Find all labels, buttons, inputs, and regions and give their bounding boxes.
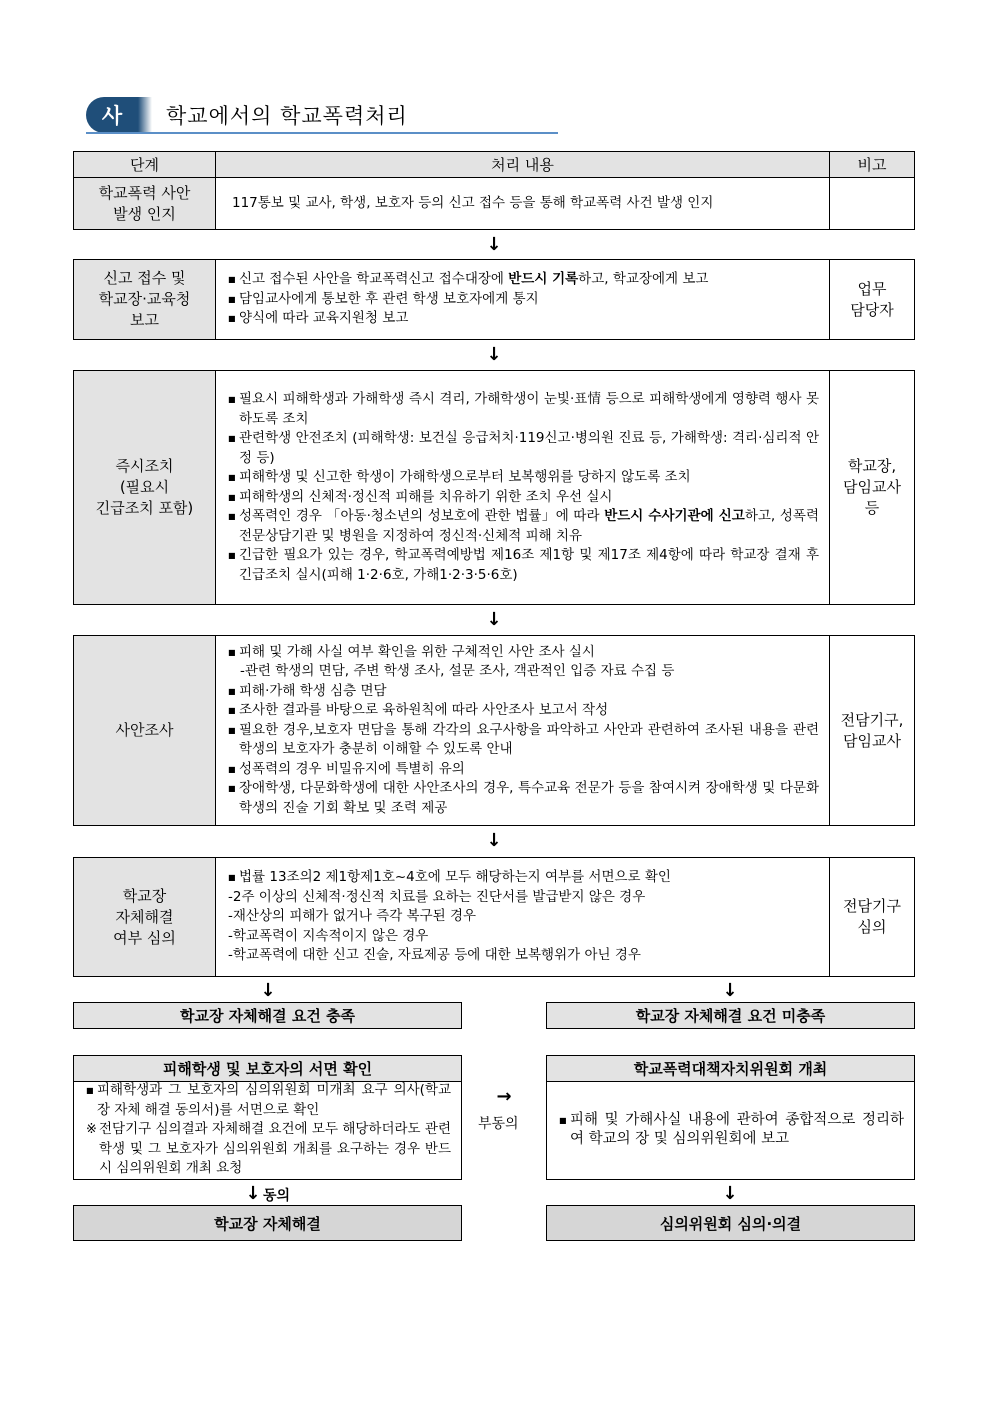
bullet-subitem: -관련 학생의 면담, 주변 학생 조사, 설문 조사, 객관적인 입증 자료 수집 등: [240, 663, 675, 680]
final-school-resolution: 학교장 자체해결: [73, 1205, 462, 1241]
stage-line: 학교장: [122, 886, 167, 905]
note-cell-investigation: [829, 635, 915, 826]
bullet-item: ■ 관련학생 안전조치 (피해학생: 보건실 응급처치·119신고·병의원 진료 등, 가해학생: 격리·심리적 안정 등): [228, 429, 819, 468]
down-arrow-icon: ↓: [486, 609, 502, 630]
down-arrow-icon: ↓: [245, 1183, 261, 1204]
note-cell-immediate: [829, 370, 915, 605]
section-badge-tail: [138, 97, 152, 133]
agree-label: 동의: [263, 1188, 291, 1204]
note-cell-recognition: [829, 177, 915, 230]
stage-line: 보고: [130, 311, 159, 329]
bullet-item: ■ 법률 13조의2 제1항제1호~4호에 모두 해당하는지 여부를 서면으로 확인: [228, 868, 819, 888]
header-note: 비고: [829, 151, 915, 178]
bullet-item: ■ 필요한 경우,보호자 면담을 통해 각각의 요구사항을 파악하고 사안과 관련하여 조사된 내용을 관련 학생의 보호자가 충분히 이해할 수 있도록 안내: [228, 721, 819, 760]
down-arrow-icon: ↓: [486, 830, 502, 851]
stage-cell-investigation: [73, 635, 216, 826]
stage-cell-immediate: [73, 370, 216, 605]
down-arrow-icon: ↓: [260, 980, 276, 1001]
content-cell-immediate: [215, 370, 830, 605]
bullet-item: ■ 피해학생과 그 보호자의 심의위원회 미개최 요구 의사(학교장 자체 해결 동의서)를 서면으로 확인: [86, 1081, 451, 1120]
bullet-item: ■ 피해·가해 학생 심층 면담: [228, 682, 819, 702]
bullet-item: ■ 피해학생 및 신고한 학생이 가해학생으로부터 보복행위를 당하지 않도록 조치: [228, 468, 819, 488]
outcome-unsatisfied: 학교장 자체해결 요건 미충족: [546, 1002, 915, 1029]
down-arrow-icon: ↓: [722, 1183, 738, 1204]
committee-meeting-body: [546, 1081, 915, 1180]
bullet-item: ■ 신고 접수된 사안을 학교폭력신고 접수대장에 반드시 기록하고, 학교장에게 보고: [228, 270, 819, 290]
bullet-item: ■ 장애학생, 다문화학생에 대한 사안조사의 경우, 특수교육 전문가 등을 참여시켜 장애학생 및 다문화학생의 진술 기회 확보 및 조력 제공: [228, 779, 819, 818]
bullet-item: ■ 필요시 피해학생과 가해학생 즉시 격리, 가해학생이 눈빛·표情 등으로 피해학생에게 영향력 행사 못하도록 조치: [228, 390, 819, 429]
header-stage: 단계: [73, 151, 216, 178]
disagree-label: 부동의: [478, 1116, 519, 1132]
stage-line: 신고 접수 및: [103, 269, 186, 287]
content-cell-recognition: [215, 177, 830, 230]
written-confirmation-body: [73, 1081, 462, 1180]
right-arrow-icon: →: [496, 1086, 512, 1107]
condition-item: -학교폭력이 지속적이지 않은 경우: [228, 927, 429, 944]
down-arrow-icon: ↓: [722, 980, 738, 1001]
content-cell-investigation: [215, 635, 830, 826]
stage-line: (필요시: [119, 478, 170, 496]
bullet-item: ■ 담임교사에게 통보한 후 관련 학생 보호자에게 통지: [228, 290, 819, 310]
bullet-item: ■ 성폭력의 경우 비밀유지에 특별히 유의: [228, 760, 819, 780]
note-line: 전담기구,: [840, 710, 904, 729]
down-arrow-icon: ↓: [486, 234, 502, 255]
reference-note: ※ 전담기구 심의결과 자체해결 요건에 모두 해당하더라도 관련학생 및 그 보호자가 심의위원회 개최를 요구하는 경우 반드시 심의위원회 개최 요청: [86, 1120, 451, 1179]
condition-item: -학교폭력에 대한 신고 진술, 자료제공 등에 대한 보복행위가 아닌 경우: [228, 947, 641, 964]
section-title: 학교에서의 학교폭력처리: [166, 104, 408, 128]
content-cell-review: [215, 857, 830, 977]
condition-item: -재산상의 피해가 없거나 즉각 복구된 경우: [228, 908, 477, 925]
note-line: 담임교사: [843, 731, 901, 750]
bullet-item: ■ 조사한 결과를 바탕으로 육하원칙에 따라 사안조사 보고서 작성: [228, 701, 819, 721]
stage-cell-recognition: [73, 177, 216, 230]
note-cell-report: [829, 259, 915, 340]
note-line: 담임교사: [843, 478, 901, 496]
bullet-item: ■ 피해학생의 신체적·정신적 피해를 치유하기 위한 조치 우선 실시: [228, 488, 819, 508]
stage-line: 학교폭력 사안: [98, 183, 191, 202]
bullet-item: ■ 양식에 따라 교육지원청 보고: [228, 309, 819, 329]
bullet-item: ■ 성폭력인 경우 「아동·청소년의 성보호에 관한 법률」에 따라 반드시 수사기관에 신고하고, 성폭력 전문상담기관 및 병원을 지정하여 정신적·신체적 피해 치유: [228, 507, 819, 546]
stage-line: 여부 심의: [113, 928, 176, 947]
section-underline: [86, 132, 558, 134]
section-badge: 사: [86, 97, 138, 133]
condition-item: -2주 이상의 신체적·정신적 치료를 요하는 진단서를 발급받지 않은 경우: [228, 888, 646, 905]
note-line: 학교장,: [847, 457, 897, 475]
stage-line: 발생 인지: [113, 204, 176, 223]
committee-meeting-title: 학교폭력대책자치위원회 개최: [546, 1055, 915, 1082]
stage-line: 자체해결: [115, 907, 174, 926]
content-text: 117통보 및 교사, 학생, 보호자 등의 신고 접수 등을 통해 학교폭력 사건 발생 인지: [232, 194, 714, 211]
stage-line: 사안조사: [115, 721, 174, 739]
outcome-satisfied: 학교장 자체해결 요건 충족: [73, 1002, 462, 1029]
note-line: 업무: [857, 279, 887, 298]
note-cell-review: [829, 857, 915, 977]
stage-cell-review: [73, 857, 216, 977]
note-line: 전담기구: [843, 897, 901, 915]
stage-line: 즉시조치: [115, 457, 174, 475]
content-cell-report: [215, 259, 830, 340]
down-arrow-icon: ↓: [486, 344, 502, 365]
stage-line: 긴급조치 포함): [95, 499, 194, 517]
note-line: 담당자: [850, 300, 894, 319]
note-line: 등: [864, 499, 880, 517]
stage-line: 학교장·교육청: [98, 290, 191, 308]
bullet-item: ■ 피해 및 가해 사실 여부 확인을 위한 구체적인 사안 조사 실시: [228, 643, 819, 663]
header-content: 처리 내용: [215, 151, 830, 178]
stage-cell-report: [73, 259, 216, 340]
note-line: 심의: [857, 918, 887, 936]
written-confirmation-title: 피해학생 및 보호자의 서면 확인: [73, 1055, 462, 1082]
bullet-item: ■ 긴급한 필요가 있는 경우, 학교폭력예방법 제16조 제1항 및 제17조 제4항에 따라 학교장 결재 후 긴급조치 실시(피해 1·2·6호, 가해1·2·3·5·6호): [228, 546, 819, 585]
final-committee-decision: 심의위원회 심의·의결: [546, 1205, 915, 1241]
bullet-item: ■ 피해 및 가해사실 내용에 관하여 종합적으로 정리하여 학교의 장 및 심의위원회에 보고: [559, 1111, 904, 1150]
